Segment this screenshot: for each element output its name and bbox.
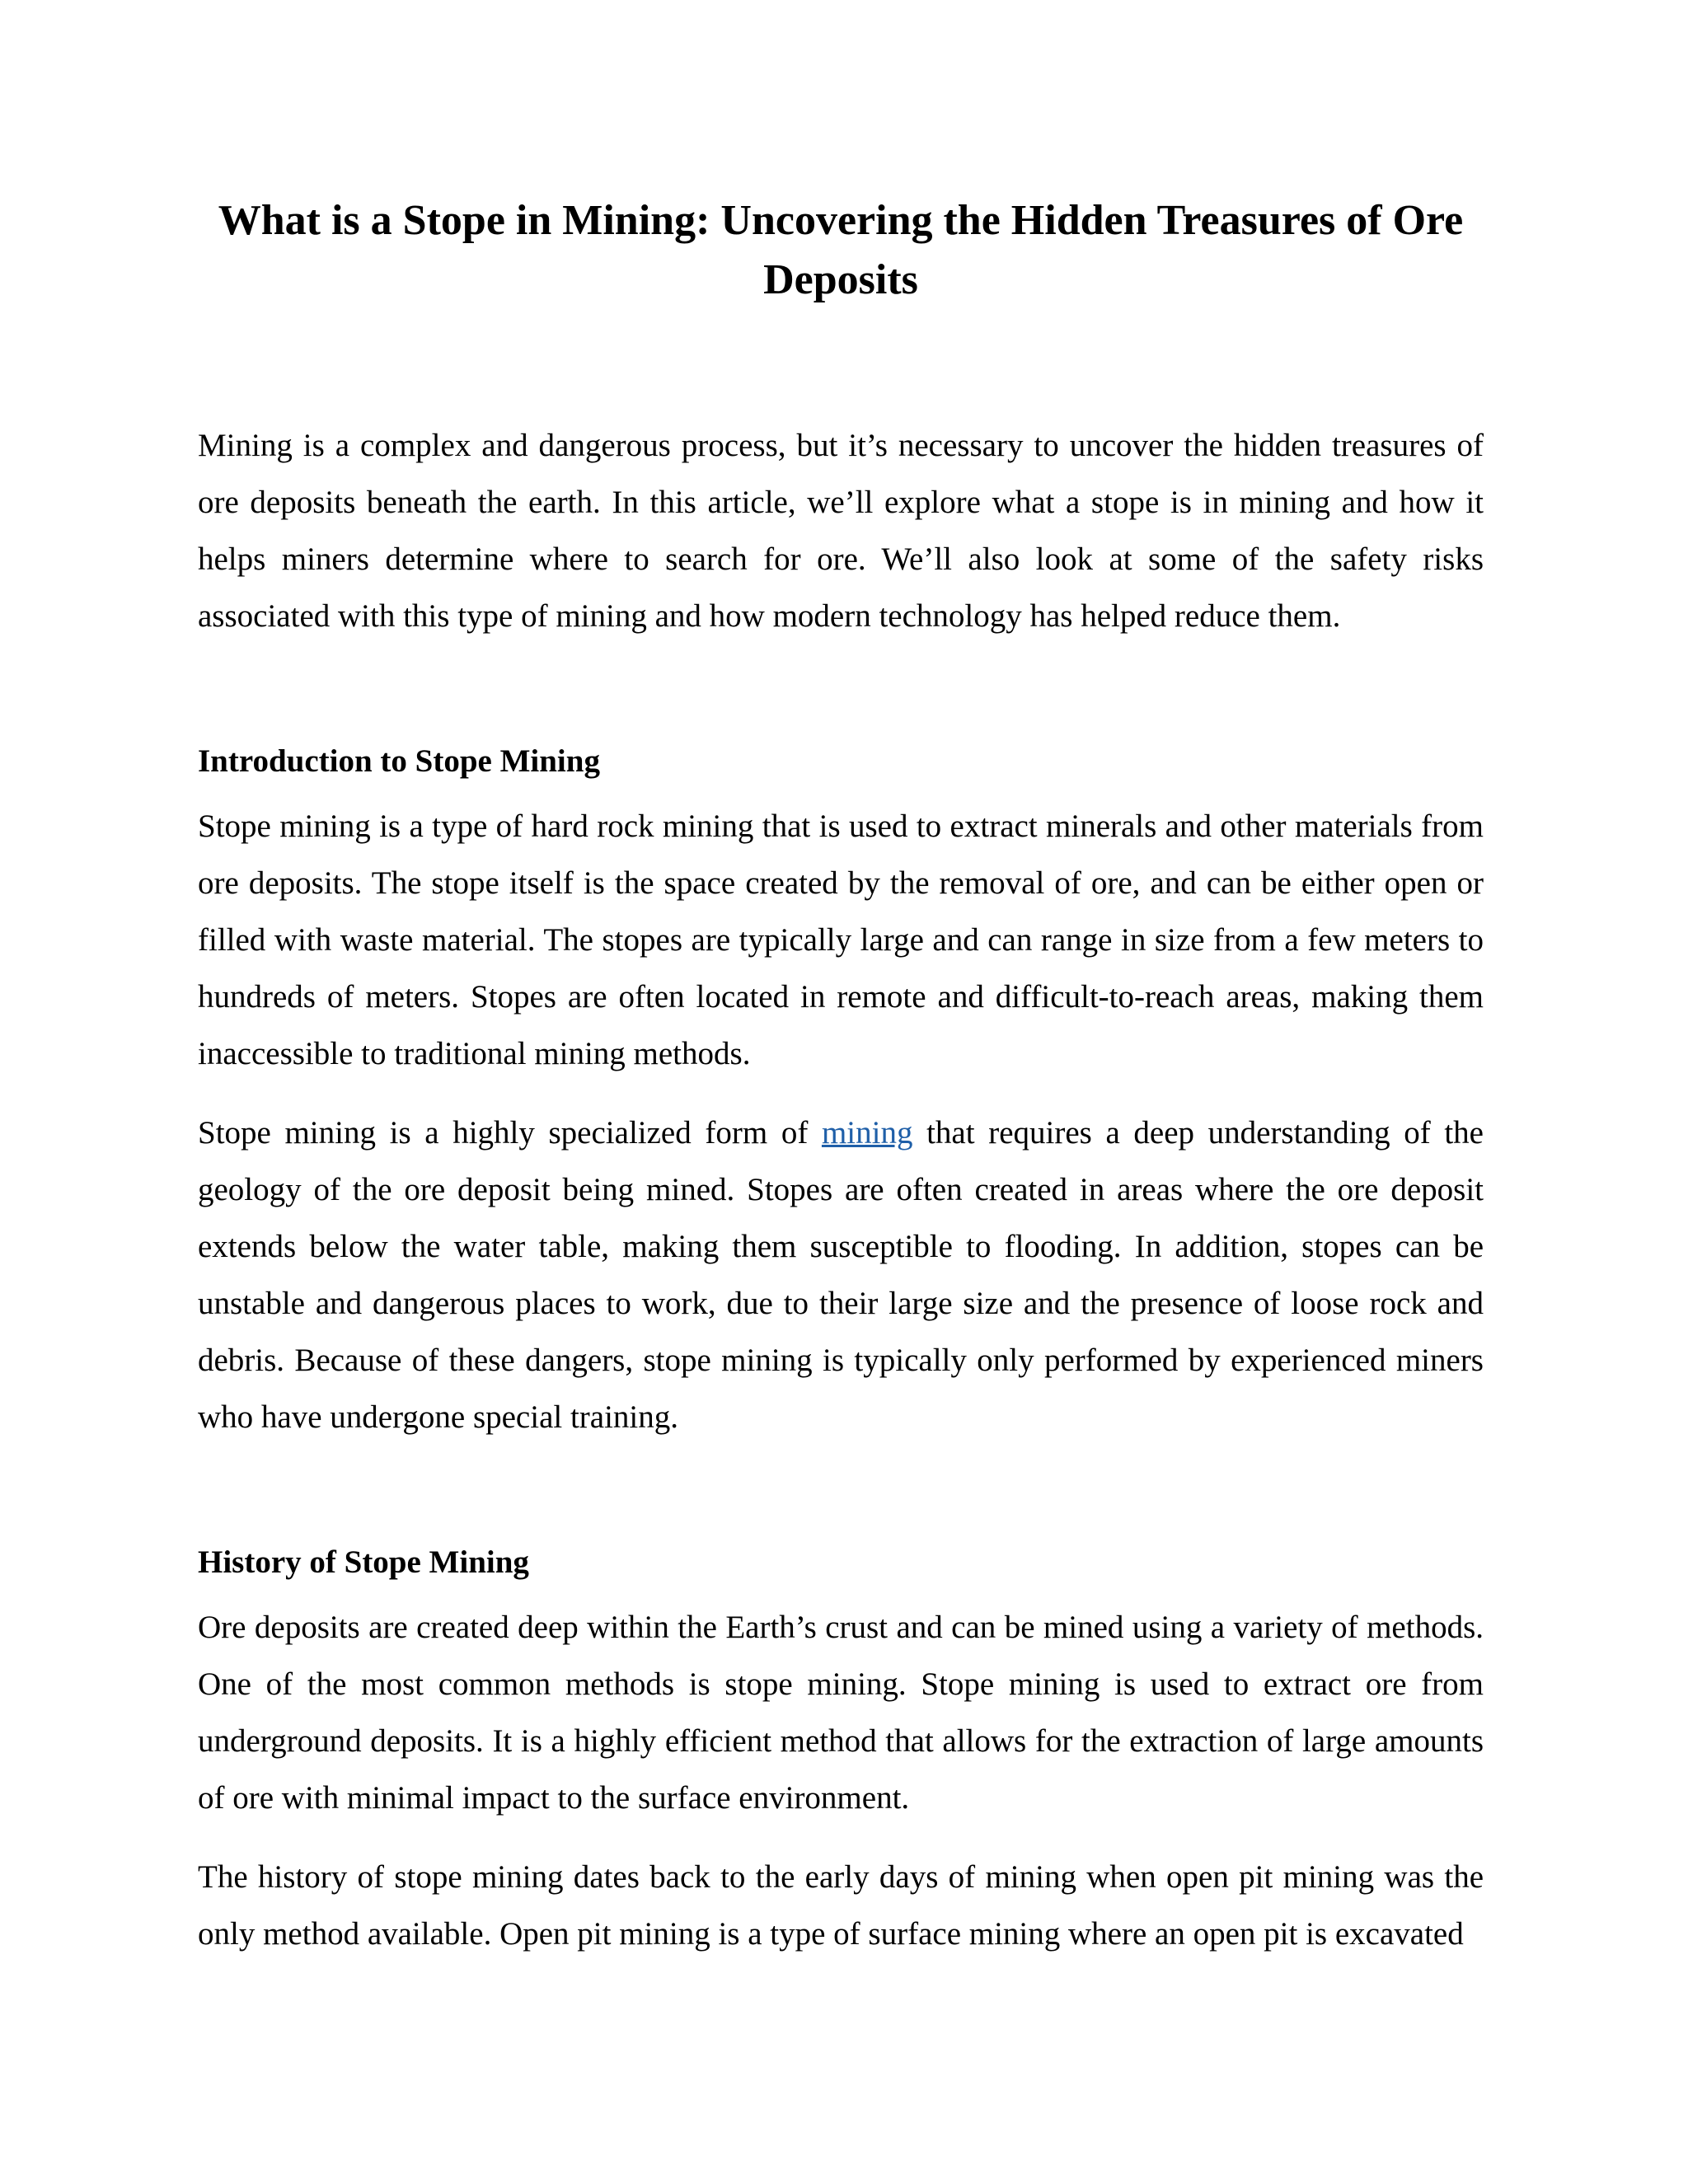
history-paragraph-1: Ore deposits are created deep within the Earth’s crust and can be mined using a variety of methods. One of the most common methods is stope mining. Stope mining is used to extract ore from underground deposits. It is a highly efficient method that allows for the extraction of large amounts of ore with minimal impact to the surface environment. — [198, 1610, 1484, 1816]
section-heading-history: History of Stope Mining — [198, 1544, 529, 1580]
intro-paragraph: Mining is a complex and dangerous process, but it’s necessary to uncover the hidden treasures of ore deposits beneath the earth. In this article, we’ll explore what a stope is in mining and how it helps miners determine where to search for ore. We’ll also look at some of the safety risks associated with this type of mining and how modern technology has helped reduce them. — [198, 428, 1484, 634]
mining-link[interactable]: mining — [821, 1115, 913, 1151]
page-title: What is a Stope in Mining: Uncovering the Hidden Treasures of Ore Deposits — [218, 197, 1464, 303]
section-heading-introduction: Introduction to Stope Mining — [198, 743, 600, 779]
document-content — [198, 191, 1484, 1962]
introduction-paragraph-2-end: that requires a deep understanding of the geology of the ore deposit being mined. Stopes are often created in areas where the ore deposit extends below the water table, making them susceptible to flooding. In addition, stopes can be unstable and dangerous places to work, due to their large size and the presence of loose rock and debris. Because of these dangers, stope mining is typically only performed by experienced miners who have undergone special training. — [198, 1115, 1484, 1435]
introduction-paragraph-1: Stope mining is a type of hard rock mining that is used to extract minerals and other materials from ore deposits. The stope itself is the space created by the removal of ore, and can be either open or filled with waste material. The stopes are typically large and can range in size from a few meters to hundreds of meters. Stopes are often located in remote and difficult-to-reach areas, making them inaccessible to traditional mining methods. — [198, 808, 1484, 1071]
history-paragraph-2: The history of stope mining dates back to the early days of mining when open pit mining was the only method available. Open pit mining is a type of surface mining where an open pit is excavated — [198, 1859, 1484, 1952]
introduction-paragraph-2 — [198, 1104, 1484, 1446]
introduction-paragraph-2-start: Stope mining is a highly specialized form of — [198, 1115, 822, 1151]
